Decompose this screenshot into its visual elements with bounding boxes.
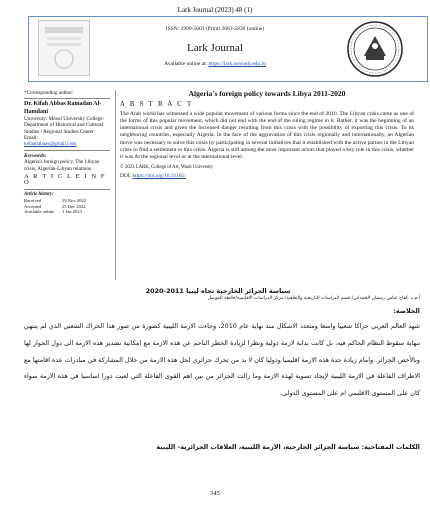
available-label: Available online at:: [164, 61, 209, 67]
copyright-line: © 2023 LARK, College of Art, Wasit University: [120, 164, 214, 170]
keywords-text: Algeria's foreign policy, The Libyan crisis, Algerian-Libyan relations.: [24, 159, 100, 172]
author-email-link[interactable]: kefaahabaas@gmail.com: [24, 141, 77, 148]
doi-link[interactable]: https://doi.org/10.31185/: [132, 172, 186, 179]
history-date-cell: 29 Nov 2022: [62, 198, 86, 204]
doi-label: DOI:: [120, 172, 133, 179]
divider: [24, 150, 110, 151]
article-info-column: [24, 90, 110, 215]
email-label: Email:: [24, 135, 38, 142]
page-number: 345: [210, 490, 220, 497]
history-date-cell: 25 Dec 2022: [62, 203, 86, 209]
author-name: Dr. Kifah Abbas Ramadan Al-Hamdani: [24, 101, 102, 115]
abstract-heading: A B S T R A C T: [120, 101, 193, 109]
arabic-title: سياسة الجزائر الخارجية تجاه ليبيا 2011-2020: [145, 287, 291, 295]
column-divider: [115, 90, 116, 280]
journal-name: Lark Journal: [187, 42, 243, 54]
author-affiliation: University: Mosul University College: Department of Historical and Cultural Studies / Regional Studies Center: [24, 115, 104, 135]
article-main-column: [120, 90, 414, 180]
article-history-table: [24, 198, 86, 215]
journal-url-link[interactable]: https://lark.uowasit.edu.iq: [208, 61, 266, 67]
article-title: Algeria's foreign policy towards Libya 2011-2020: [188, 89, 346, 98]
article-info-heading: A R T I C L E I N F O: [24, 173, 107, 187]
university-seal-logo: [346, 20, 404, 78]
keywords-label: Keywords:: [24, 152, 47, 159]
journal-running-header: Lark Journal (2023) 48 (1): [177, 6, 253, 14]
history-label-cell: Available online: [24, 209, 55, 215]
available-online-line: [120, 61, 310, 67]
journal-cover-thumbnail: [38, 20, 90, 76]
arabic-abstract-text: شهد العالم العربي حراكا شعبيا واسعا ومتعدد الاشكال منذ نهاية عام 2010، وجاءت الازمة الليبية كصورة من صور هذا الحراك الشعبي الذي لم ينتهي بنهاية سقوط النظام الحاكم فيه، بل كانت بداية لازمة دولية ونظرا لزيادة الخطر الناجم عن هذه الازمة مع امكانية تصدير هذه الازمة الى دول الجوار لها وبالأخص الجزائر. وامام زيادة حدة هذه الازمة اقليميا ودوليا كان لا بد من تحرك جزائري لحل هذه الازمة من خلال المشاركة في مبادرات عدة اقامتها مع الاطراف الفاعلة في الازمة الليبية لإيجاد تسوية لهذه الازمة وما زالت الجزائر من بين اهم القوى الفاعلة التي لعبت دورا اساسيا في هذه الازمة سواء كان على المستوى الاقليمي ام على المستوى الدولي.: [24, 322, 420, 398]
history-label-cell: Accepted: [24, 203, 42, 209]
arabic-keywords: الكلمات المفتاحية: سياسة الجزائر الخارجية، الازمة الليبية، العلاقات الجزائرية- الليبية: [156, 443, 420, 451]
divider: [24, 98, 110, 99]
history-label: Article history:: [24, 191, 54, 197]
doi-line: [120, 173, 414, 180]
history-label-cell: Received: [24, 198, 42, 204]
history-date-cell: 1 Jan 2023: [62, 209, 82, 215]
arabic-authors: أ.م.د. كفاح عباس رمضان الحمداني/ قسم الدراسات التاريخية والثقافية/ مركز الدراسات الاقليمية/جامعة الموصل: [207, 296, 420, 301]
issn-line: ISSN: 1999-5601 (Print) 2663-5836 (online): [165, 26, 265, 32]
divider: [24, 189, 110, 190]
abstract-text: The Arab world has witnessed a wide popular movement of various forms since the end of 2010. The Libyan crisis came as one of the forms of this popular movement, which did not end with the end of the ruling regime in it. Rather, it was the beginning of an international crisis and given the increased danger resulting from this crisis with the possibility of exporting this crisis. To its neighboring countries, especially Algeria. In the face of the aggravation of this crisis regionally and internationally, an Algerian move was necessary to solve this crisis by participating in several initiatives that it established with the active parties in the Libyan crisis to find a settlement to this crisis. Algeria is still among the most important actors that played a key role in this crisis, whether it was At the regional level or at the international level.: [120, 110, 414, 161]
corresponding-label: *Corresponding author:: [24, 90, 74, 96]
history-row: [24, 209, 86, 215]
arabic-abstract-heading: الخلاصة:: [393, 307, 420, 315]
